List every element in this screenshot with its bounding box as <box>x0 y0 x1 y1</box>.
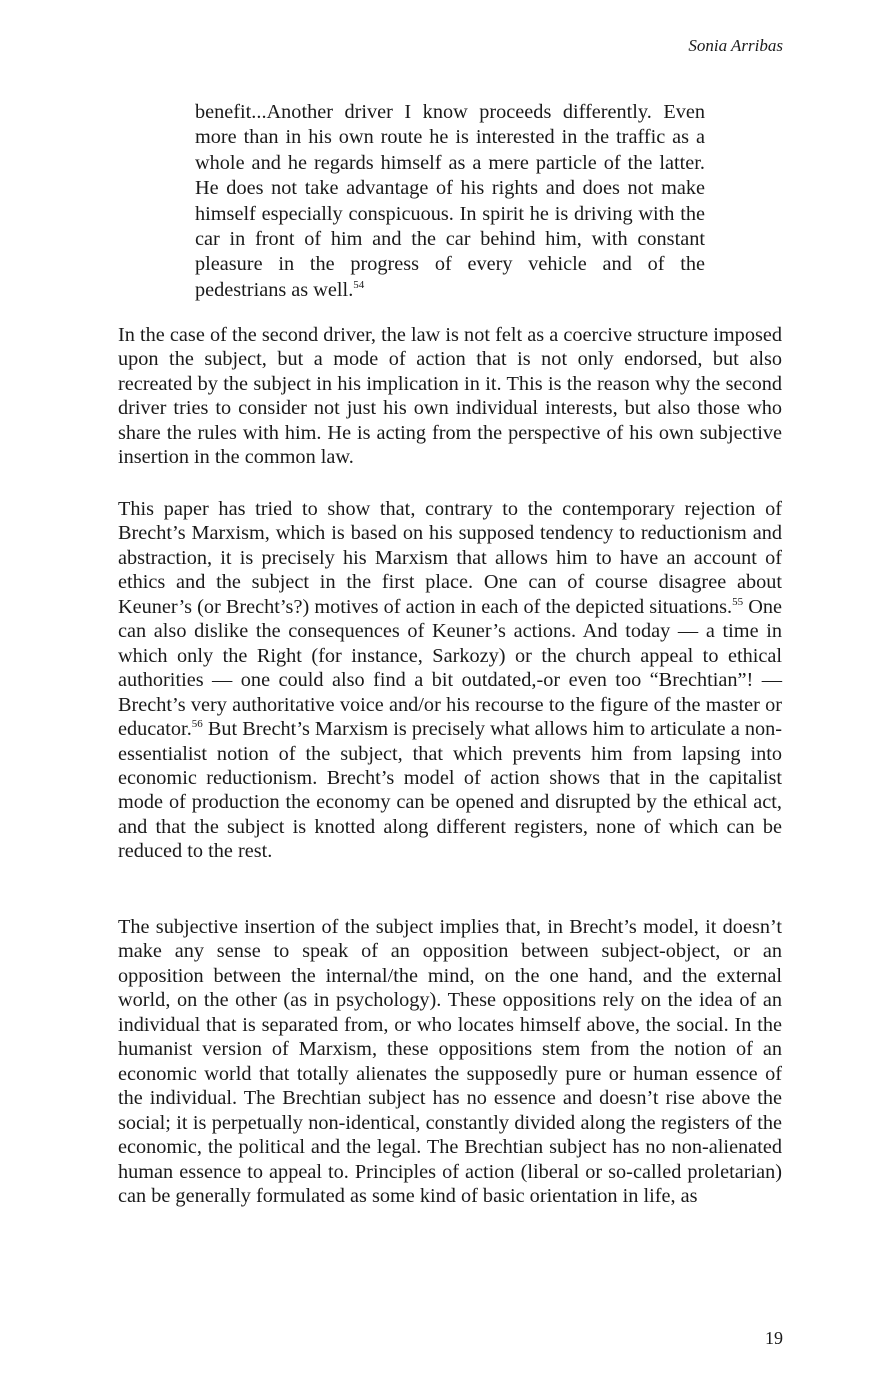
footnote-ref-56[interactable]: 56 <box>191 718 203 731</box>
paragraph-brecht-marxism <box>118 497 782 864</box>
paragraph-subjective-insertion: The subjective insertion of the subject implies that, in Brecht’s model, it doesn’t make any sense to speak of an opposition between subject-object, or an opposition between the internal/the mind, on the one hand, and the external world, on the other (as in psychology). These oppositions rely on the idea of an individual that is separated from, or who locates himself above, the social. In the humanist version of Marxism, these oppositions stem from the notion of an economic world that totally alienates the supposedly pure or human essence of the individual. The Brechtian subject has no essence and doesn’t rise above the social; it is perpetually non-identical, constantly divided along the registers of the economic, the political and the legal. The Brechtian subject has no non-alienated human essence to appeal to. Principles of action (liberal or so-called proletarian) can be generally formulated as some kind of basic orientation in life, as <box>118 916 782 1207</box>
paragraph-text: This paper has tried to show that, contrary to the contemporary rejection of Brecht’s Marxism, which is based on his supposed tendency to reductionism and abstraction, it is precisely his Marxism that allows him to have an account of ethics and the subject in the first place. One can of course disagree about Keuner’s (or Brecht’s?) motives of action in each of the depicted situations. <box>118 498 782 618</box>
block-quote-text: benefit...Another driver I know proceeds differently. Even more than in his own route he is interested in the traffic as a whole and he regards himself as a mere particle of the latter. He does not take advantage of his rights and does not make himself especially conspicuous. In spirit he is driving with the car in front of him and the car behind him, with constant pleasure in the progress of every vehicle and of the pedestrians as well. <box>195 101 705 301</box>
footnote-ref-55[interactable]: 55 <box>732 596 744 609</box>
footnote-ref-54[interactable]: 54 <box>353 279 365 292</box>
running-head: Sonia Arribas <box>688 36 783 55</box>
paragraph-second-driver: In the case of the second driver, the law is not felt as a coercive structure imposed upon the subject, but a mode of action that is not only endorsed, but also recreated by the subject in his implication in it. This is the reason why the second driver tries to consider not just his own individual interests, but also those who share the rules with him. He is acting from the perspective of his own subjective insertion in the common law. <box>118 324 782 469</box>
block-quote <box>195 100 705 303</box>
paragraph-text: One can also dislike the consequences of Keuner’s actions. And today — a time in which only the Right (for instance, Sarkozy) or the church appeal to ethical authorities — one could also find a bit outdated,-or even too “Brechtian”! — Brecht’s very authoritative voice and/or his recourse to the figure of the master or educator. <box>118 595 783 741</box>
paragraph-text: But Brecht’s Marxism is precisely what allows him to articulate a non-essentialist notion of the subject, that which prevents him from lapsing into economic reductionism. Brecht’s model of action shows that in the capitalist mode of production the economy can be opened and disrupted by the ethical act, and that the subject is knotted along different registers, none of which can be reduced to the rest. <box>118 718 782 863</box>
page-number: 19 <box>765 1328 783 1348</box>
